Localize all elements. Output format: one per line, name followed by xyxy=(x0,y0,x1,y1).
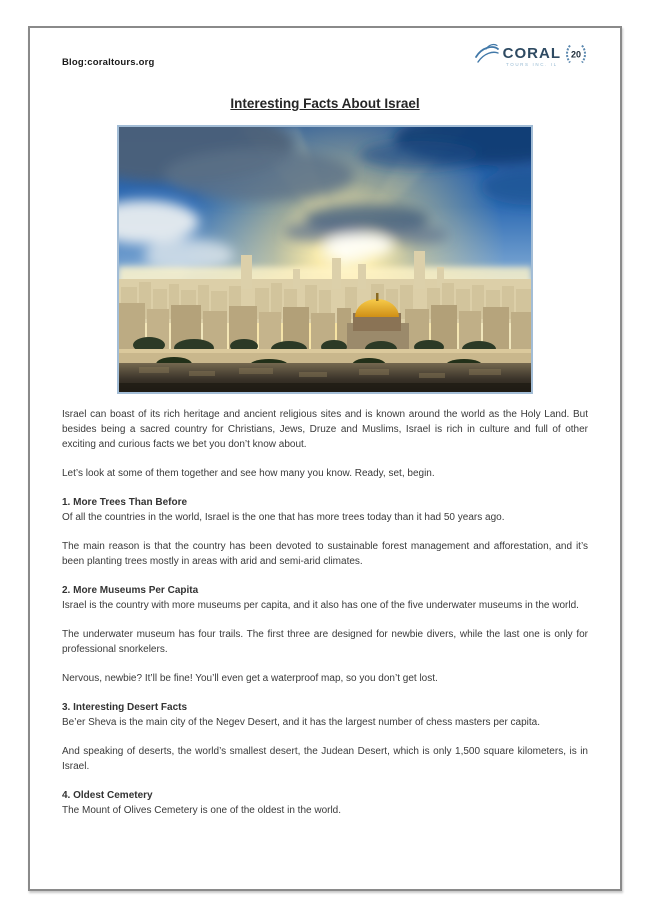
section-paragraph: The main reason is that the country has been devoted to sustainable forest management and afforestation, and it’s been planting trees mostly in areas with arid and semi-arid climates. xyxy=(62,541,588,567)
jerusalem-skyline-photo xyxy=(117,125,533,394)
logo-brand-text: CORAL xyxy=(502,44,561,62)
coral-logo xyxy=(474,42,588,71)
section-heading-4: 4. Oldest Cemetery xyxy=(62,790,153,801)
section-heading-3: 3. Interesting Desert Facts xyxy=(62,702,188,713)
document-page xyxy=(28,26,622,891)
intro-paragraph: Let’s look at some of them together and see how many you know. Ready, set, begin. xyxy=(62,468,435,479)
section-paragraph: Nervous, newbie? It’ll be fine! You’ll even get a waterproof map, so you don’t get lost. xyxy=(62,673,438,684)
section-heading-1: 1. More Trees Than Before xyxy=(62,497,188,508)
section-paragraph: The underwater museum has four trails. The first three are designed for newbie divers, while the last one is only for professional snorkelers. xyxy=(62,629,588,655)
section-paragraph: Israel is the country with more museums per capita, and it also has one of the five underwater museums in the world. xyxy=(62,600,579,611)
page-header xyxy=(62,40,588,86)
section-paragraph: Be’er Sheva is the main city of the Negev Desert, and it has the largest number of chess masters per capita. xyxy=(62,717,541,728)
bird-swoosh-icon xyxy=(474,42,500,71)
section-paragraph: The Mount of Olives Cemetery is one of the oldest in the world. xyxy=(62,805,342,816)
logo-tagline-text: TOURS INC. IL xyxy=(505,61,558,67)
badge-number: 20 xyxy=(570,49,582,60)
blog-url-label: Blog:coraltours.org xyxy=(62,57,155,68)
intro-paragraph: Israel can boast of its rich heritage and ancient religious sites and is known around the world as the Holy Land. But besides being a sacred country for Christians, Jews, Druze and Muslims, Israel is rich in culture and full of other exciting and curious facts we bet you don’t know about. xyxy=(62,409,588,450)
article-body xyxy=(62,407,588,818)
logo-wordmark xyxy=(503,46,561,68)
section-heading-2: 2. More Museums Per Capita xyxy=(62,585,199,596)
section-paragraph: And speaking of deserts, the world’s smallest desert, the Judean Desert, which is only 1,500 square kilometers, is in Israel. xyxy=(62,746,588,772)
page-title: Interesting Facts About Israel xyxy=(230,96,420,111)
section-paragraph: Of all the countries in the world, Israel is the one that has more trees today than it had 50 years ago. xyxy=(62,512,505,523)
anniversary-laurel-badge xyxy=(564,43,588,70)
